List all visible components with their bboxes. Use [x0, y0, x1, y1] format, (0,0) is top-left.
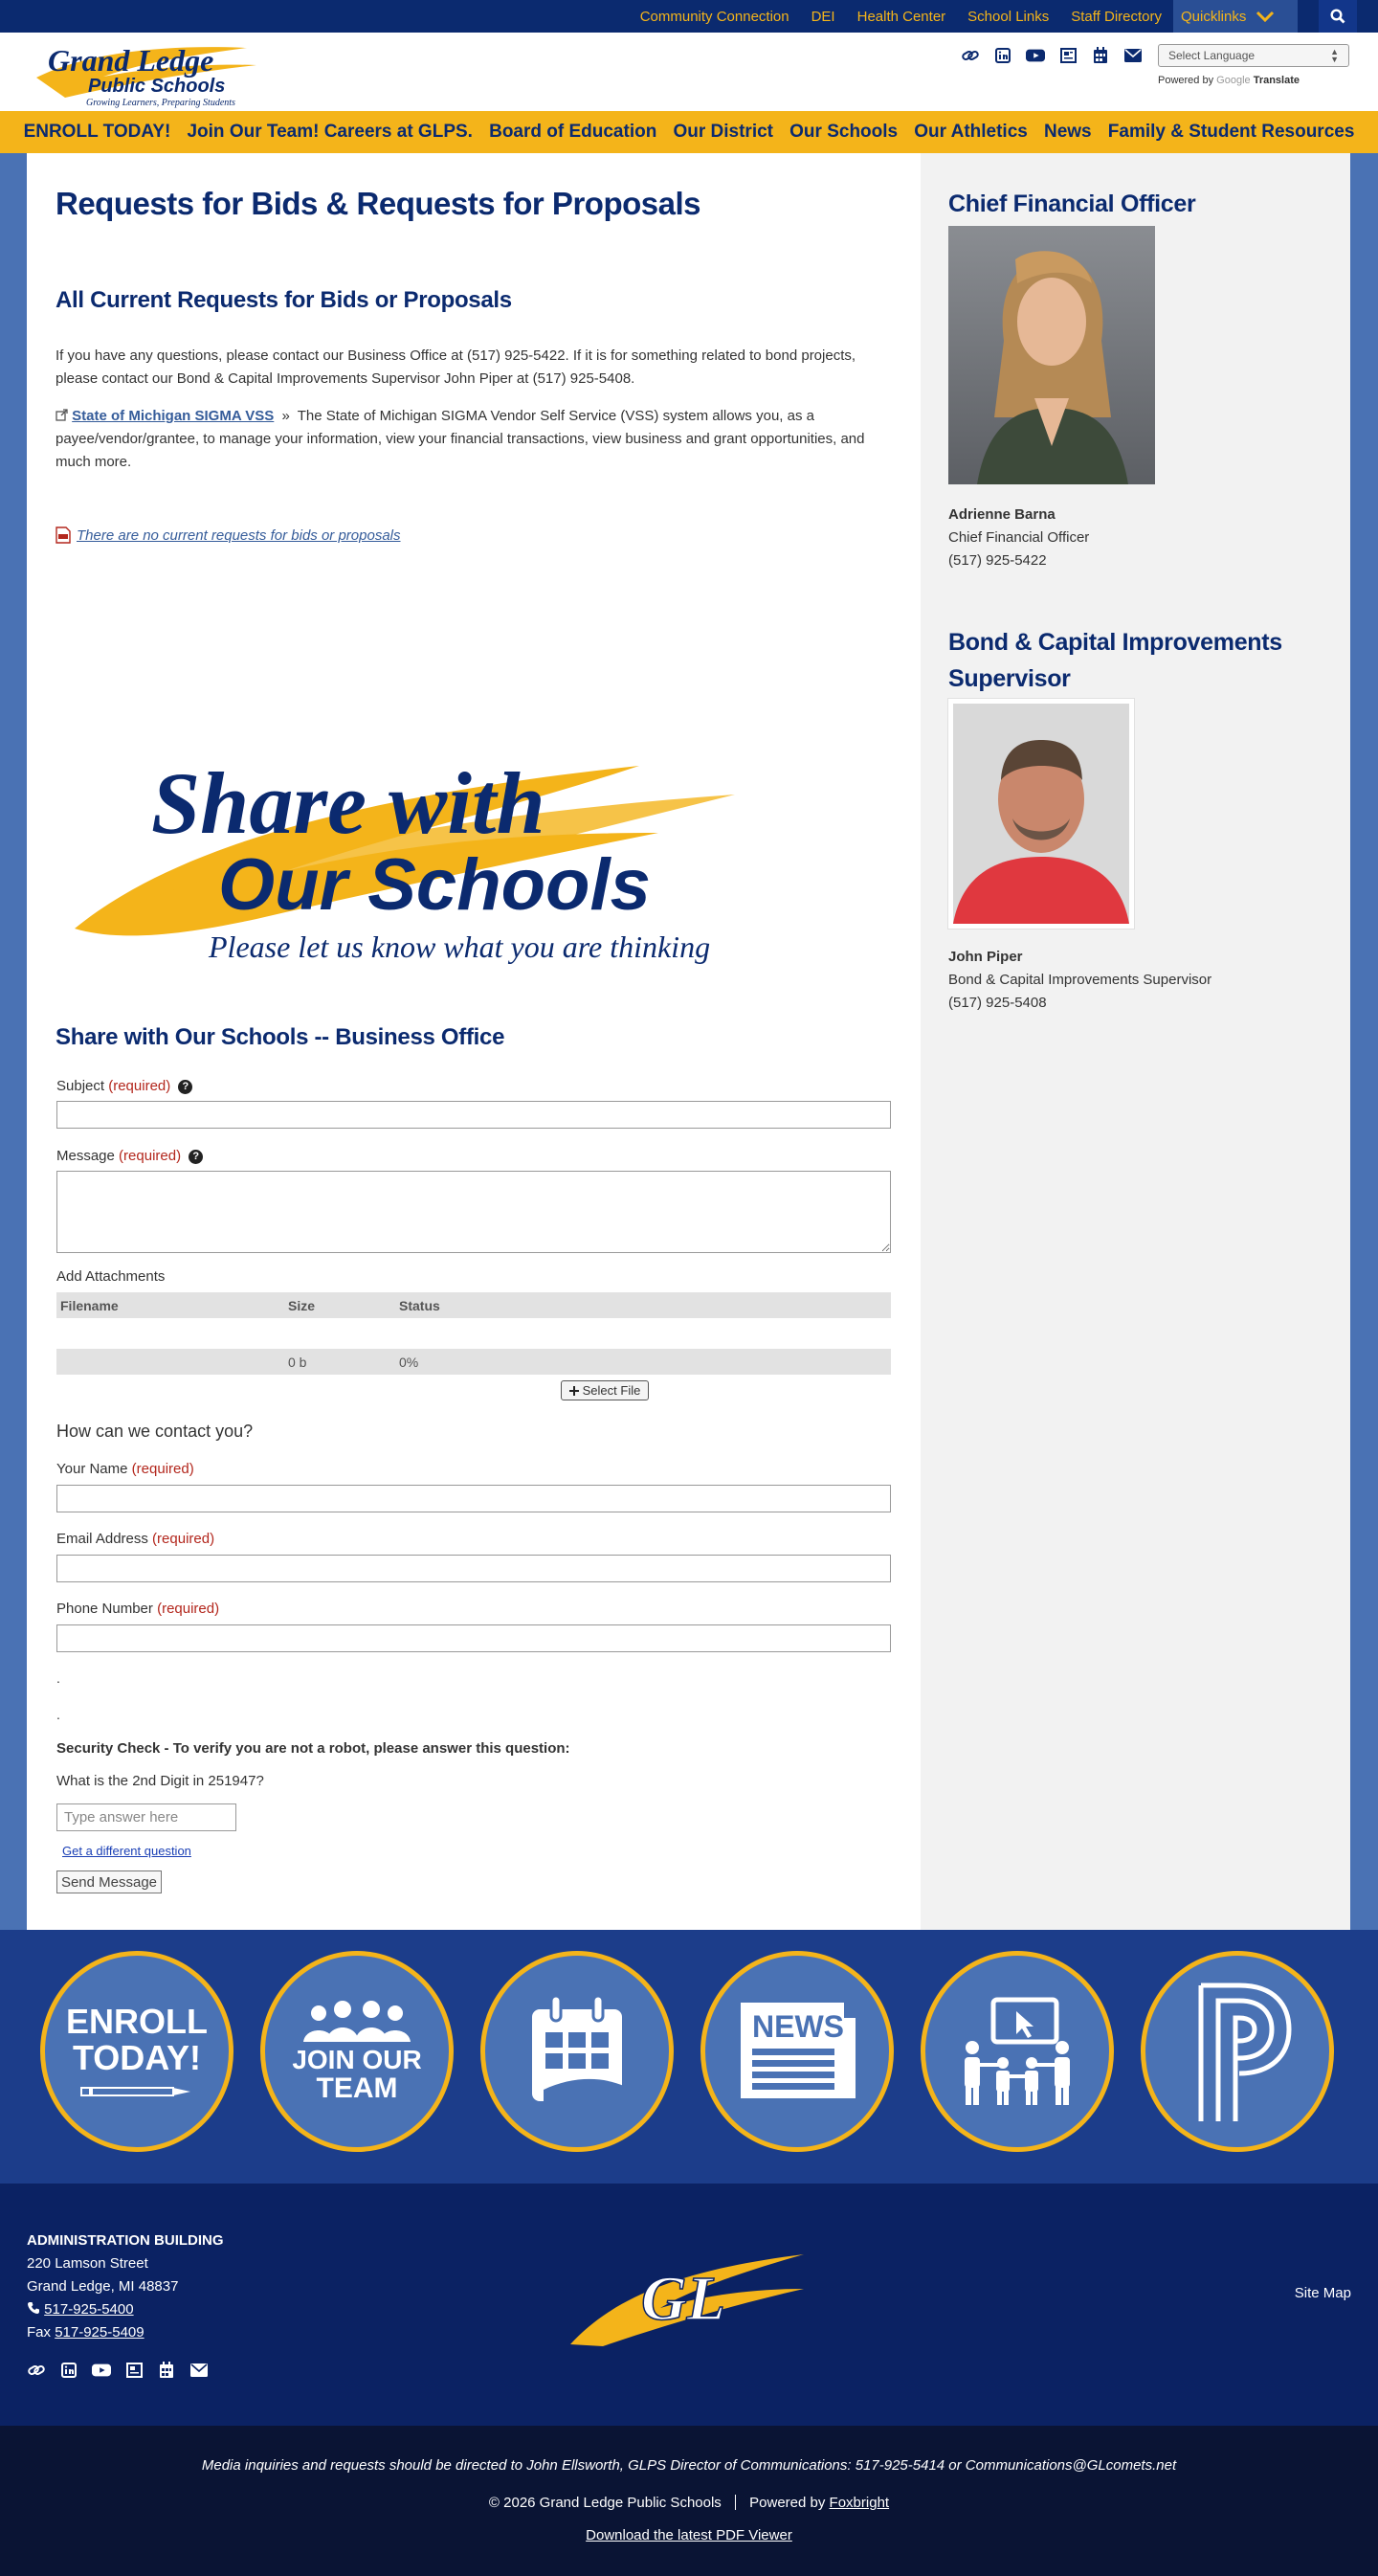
name-label-text: Your Name — [56, 1461, 128, 1477]
message-textarea[interactable] — [56, 1171, 891, 1253]
language-select-value: Select Language — [1168, 49, 1256, 62]
utility-link-health-center[interactable]: Health Center — [856, 8, 946, 25]
subject-input[interactable] — [56, 1101, 891, 1129]
bond-supervisor-photo — [948, 699, 1134, 929]
language-select[interactable] — [1158, 44, 1349, 67]
email-icon[interactable] — [1123, 46, 1143, 65]
plus-icon — [569, 1386, 579, 1396]
col-size: Size — [288, 1297, 316, 1313]
site-footer — [0, 2184, 1378, 2426]
nav-news[interactable]: News — [1043, 122, 1092, 142]
main-content — [27, 153, 921, 1930]
required-marker: (required) — [108, 1078, 171, 1094]
phone-label — [56, 1601, 219, 1617]
calendar-icon[interactable] — [1091, 46, 1110, 65]
nav-our-schools[interactable]: Our Schools — [789, 122, 899, 142]
col-status: Status — [399, 1297, 440, 1313]
contact-heading: How can we contact you? — [56, 1422, 254, 1441]
header-social-icons — [961, 46, 1143, 65]
enroll-line1: ENROLL — [66, 2002, 208, 2041]
main-navigation — [0, 111, 1378, 153]
chevron-down-icon — [1256, 11, 1275, 22]
email-label — [56, 1531, 214, 1547]
link-icon[interactable] — [961, 46, 980, 65]
page-title: Requests for Bids & Requests for Proposals — [56, 186, 700, 221]
phone-link[interactable]: 517-925-5400 — [44, 2301, 134, 2318]
logo-line1: Grand Ledge — [48, 43, 214, 78]
vss-paragraph — [56, 405, 898, 474]
logo-tagline: Growing Learners, Preparing Students — [86, 98, 235, 108]
parent-portal-button[interactable] — [1141, 1951, 1334, 2152]
logo-line2: Public Schools — [88, 76, 226, 97]
message-label-text: Message — [56, 1148, 115, 1164]
attachments-label: Add Attachments — [56, 1268, 166, 1285]
different-question-link[interactable]: Get a different question — [62, 1844, 191, 1858]
fax-row — [27, 2321, 224, 2344]
total-status: 0% — [399, 1354, 419, 1370]
quicklinks-label: Quicklinks — [1181, 8, 1247, 25]
translate-attribution — [1158, 75, 1300, 86]
bond-heading: Bond & Capital Improvements Supervisor — [948, 629, 1282, 692]
utility-link-staff-directory[interactable]: Staff Directory — [1071, 8, 1162, 25]
banner-line2: Our Schools — [218, 844, 651, 926]
select-file-label: Select File — [582, 1383, 641, 1398]
utility-links — [618, 0, 1162, 33]
district-logo[interactable] — [27, 34, 295, 111]
cfo-name: Adrienne Barna — [948, 506, 1056, 523]
required-marker: (required) — [157, 1601, 220, 1617]
pdf-document-row — [56, 526, 401, 544]
street-address: 220 Lamson Street — [27, 2255, 148, 2272]
vss-description: The State of Michigan SIGMA Vendor Self Service (VSS) system allows you, as a payee/vendor/grantee, to manage your information, view your financial transactions, view business and grant opportunities, and much more. — [56, 408, 865, 470]
linkedin-icon[interactable] — [993, 46, 1012, 65]
phone-row — [27, 2298, 224, 2321]
link-icon[interactable] — [27, 2361, 46, 2380]
presentation-family-icon — [955, 1994, 1079, 2109]
vss-link[interactable]: State of Michigan SIGMA VSS — [72, 408, 275, 424]
footer-social-icons — [27, 2361, 209, 2380]
utility-link-community-connection[interactable]: Community Connection — [639, 8, 789, 25]
enroll-line2: TODAY! — [72, 2038, 202, 2077]
search-icon — [1330, 9, 1345, 24]
nav-our-district[interactable]: Our District — [673, 122, 773, 142]
send-message-button[interactable]: Send Message — [56, 1870, 162, 1893]
cfo-phone: (517) 925-5422 — [948, 552, 1047, 569]
banner-tagline: Please let us know what you are thinking — [209, 930, 711, 964]
help-icon[interactable]: ? — [178, 1080, 192, 1094]
cfo-title: Chief Financial Officer — [948, 529, 1090, 546]
address-block — [27, 2229, 224, 2344]
share-with-our-schools-banner — [65, 728, 811, 986]
quicklinks-dropdown[interactable] — [1173, 0, 1298, 33]
cfo-heading: Chief Financial Officer — [948, 190, 1196, 217]
attachments-table — [56, 1292, 891, 1375]
parent-resources-button[interactable] — [921, 1951, 1114, 2152]
select-file-button[interactable] — [561, 1380, 649, 1400]
spacer-dot: . — [56, 1670, 60, 1686]
calendar-icon — [524, 1994, 630, 2109]
email-icon[interactable] — [189, 2361, 209, 2380]
calendar-icon[interactable] — [157, 2361, 176, 2380]
bond-phone: (517) 925-5408 — [948, 995, 1047, 1011]
security-answer-input[interactable]: Type answer here — [56, 1803, 236, 1831]
form-title: Share with Our Schools -- Business Office — [56, 1024, 505, 1050]
copyright-row — [0, 2495, 1378, 2511]
google-text: Google — [1216, 75, 1251, 86]
news-word: NEWS — [752, 2009, 844, 2044]
footer-logo-text: GL — [641, 2264, 725, 2334]
foxbright-link[interactable]: Foxbright — [829, 2495, 890, 2511]
email-input[interactable] — [56, 1555, 891, 1582]
join-our-team-button[interactable] — [260, 1951, 454, 2152]
top-utility-bar — [0, 0, 1378, 33]
search-button[interactable] — [1298, 0, 1378, 33]
pdf-viewer-row — [0, 2527, 1378, 2543]
youtube-icon[interactable] — [1026, 46, 1045, 65]
powered-by-text: Powered by — [1158, 75, 1214, 86]
quick-access-band — [0, 1930, 1378, 2184]
security-check-label: Security Check - To verify you are not a robot, please answer this question: — [56, 1740, 570, 1757]
translate-link[interactable]: Translate — [1253, 75, 1300, 86]
fax-label: Fax — [27, 2324, 52, 2341]
media-inquiries-text: Media inquiries and requests should be directed to John Ellsworth, GLPS Director of Communications: 517-925-5414 or Communications@GLcomets.net — [201, 2457, 1177, 2474]
attachments-header-row — [56, 1292, 891, 1318]
select-arrows-icon: ▲ ▼ — [1330, 47, 1339, 64]
banner-line1: Share with — [151, 754, 545, 852]
nav-join-our-team[interactable]: Join Our Team! Careers at GLPS. — [187, 122, 473, 142]
powered-by-text: Powered by — [749, 2495, 826, 2511]
youtube-icon[interactable] — [92, 2361, 111, 2380]
attachments-total-row — [56, 1349, 891, 1375]
pdf-icon — [56, 526, 71, 544]
nav-our-athletics[interactable]: Our Athletics — [914, 122, 1028, 142]
cfo-photo — [948, 226, 1155, 484]
phone-label-text: Phone Number — [56, 1601, 153, 1617]
pdf-link-no-current-requests[interactable]: There are no current requests for bids or proposals — [77, 526, 401, 544]
nav-family-student-resources[interactable]: Family & Student Resources — [1107, 122, 1355, 142]
footer-gl-logo[interactable] — [565, 2231, 813, 2356]
total-size: 0 b — [288, 1354, 307, 1370]
required-marker: (required) — [152, 1531, 215, 1547]
bond-name: John Piper — [948, 949, 1023, 965]
nav-board-of-education[interactable]: Board of Education — [489, 122, 657, 142]
help-icon[interactable]: ? — [189, 1150, 203, 1164]
news-button[interactable] — [700, 1951, 894, 2152]
message-label — [56, 1148, 203, 1164]
newspaper-icon[interactable] — [124, 2361, 144, 2380]
sidebar — [921, 153, 1350, 1930]
site-map-link[interactable]: Site Map — [1294, 2285, 1351, 2301]
newspaper-icon — [735, 1999, 859, 2104]
spacer-dot: . — [56, 1707, 60, 1722]
join-line1: JOIN OUR — [292, 2045, 422, 2074]
contact-paragraph: If you have any questions, please contact our Business Office at (517) 925-5422. If it is for something related to bond projects, please contact our Bond & Capital Improvements Supervisor John Piper at (517) 925-5408. — [56, 347, 856, 387]
admin-heading: ADMINISTRATION BUILDING — [27, 2232, 224, 2249]
copyright-text: © 2026 Grand Ledge Public Schools — [488, 2495, 722, 2511]
newspaper-icon[interactable] — [1058, 46, 1078, 65]
utility-link-school-links[interactable]: School Links — [967, 8, 1050, 25]
enroll-today-button[interactable] — [40, 1951, 233, 2152]
name-label — [56, 1461, 194, 1477]
team-people-icon — [300, 2000, 414, 2042]
phone-input[interactable] — [56, 1624, 891, 1652]
subject-label-text: Subject — [56, 1078, 105, 1094]
site-header — [0, 33, 1378, 111]
external-link-icon — [56, 409, 68, 421]
linkedin-icon[interactable] — [59, 2361, 78, 2380]
security-question: What is the 2nd Digit in 251947? — [56, 1773, 264, 1789]
col-filename: Filename — [60, 1297, 119, 1313]
subject-label — [56, 1078, 192, 1094]
bond-title: Bond & Capital Improvements Supervisor — [948, 972, 1212, 988]
bottom-bar — [0, 2426, 1378, 2576]
join-line2: TEAM — [316, 2072, 398, 2104]
name-input[interactable] — [56, 1485, 891, 1512]
city-address: Grand Ledge, MI 48837 — [27, 2278, 179, 2295]
utility-link-dei[interactable]: DEI — [811, 8, 835, 25]
phone-icon — [27, 2301, 40, 2315]
pencil-icon — [79, 2084, 194, 2099]
calendar-button[interactable] — [480, 1951, 674, 2152]
pdf-viewer-link[interactable]: Download the latest PDF Viewer — [586, 2527, 792, 2543]
section-title: All Current Requests for Bids or Proposals — [56, 287, 512, 313]
required-marker: (required) — [119, 1148, 182, 1164]
email-label-text: Email Address — [56, 1531, 148, 1547]
required-marker: (required) — [131, 1461, 194, 1477]
fax-link[interactable]: 517-925-5409 — [55, 2324, 144, 2341]
vss-separator: » — [281, 408, 290, 424]
portal-p-icon — [1180, 1980, 1295, 2123]
nav-enroll-today[interactable]: ENROLL TODAY! — [23, 122, 171, 142]
divider — [735, 2495, 736, 2510]
